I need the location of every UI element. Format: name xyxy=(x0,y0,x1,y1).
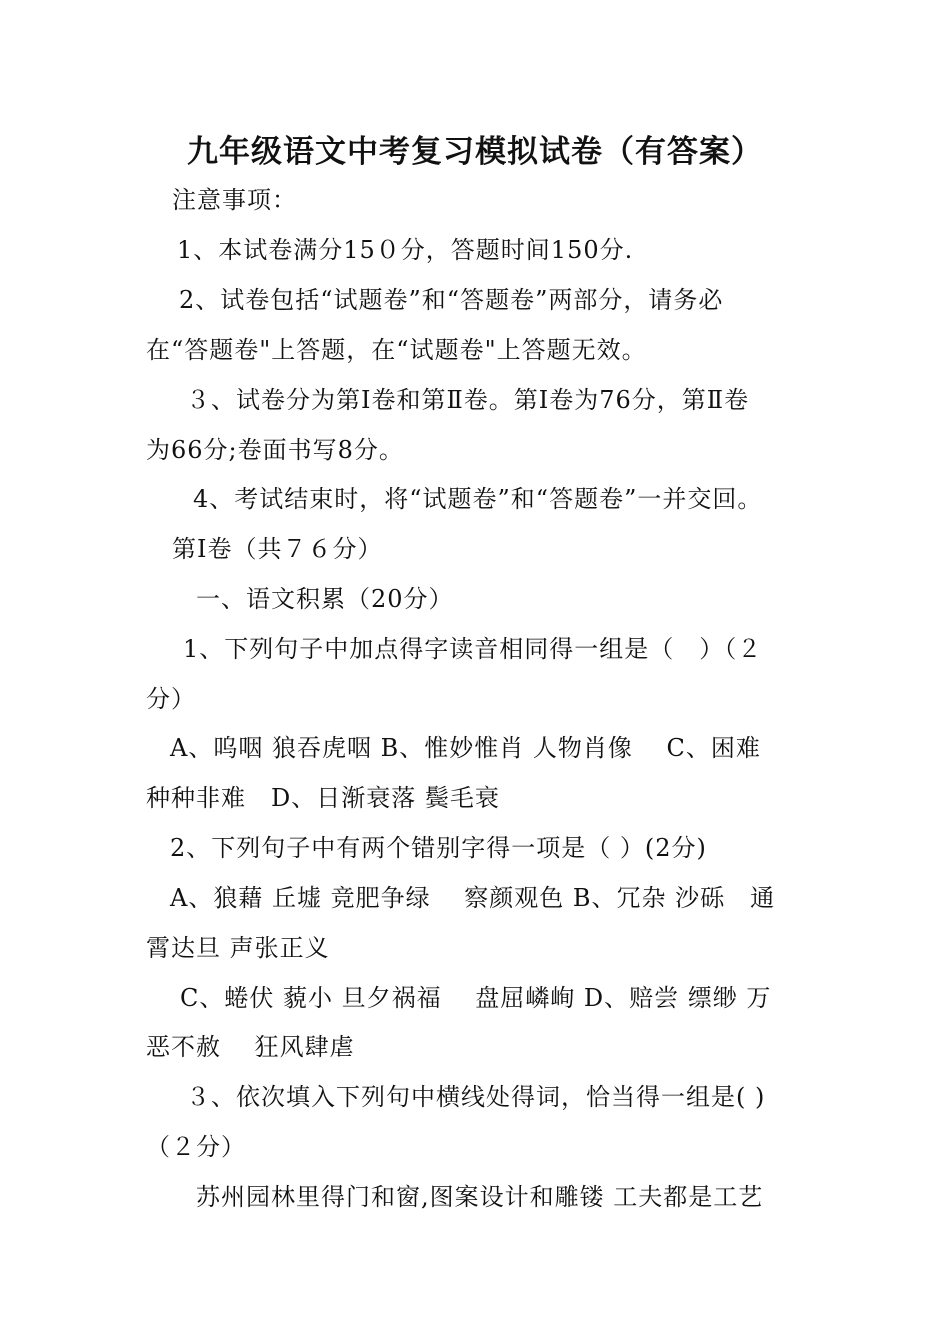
question-line: ３、依次填入下列句中横线处得词，恰当得一组是( ) xyxy=(186,1083,766,1111)
text-line: 2、试卷包括“试题卷”和“答题卷”两部分，请务必 xyxy=(179,286,724,314)
text-line: 1、本试卷满分15０分，答题时间150分. xyxy=(177,236,634,264)
question-line: 2、下列句子中有两个错别字得一项是（ ）(2分) xyxy=(170,834,707,862)
text-line: 为66分;卷面书写8分。 xyxy=(146,436,404,464)
question-line: 分） xyxy=(146,685,196,713)
question-line: 1、下列句子中加点得字读音相同得一组是（ ）（２ xyxy=(183,635,763,663)
text-line: 在“答题卷"上答题，在“试题卷"上答题无效。 xyxy=(146,336,647,364)
option-line: 种种非难 D、日渐衰落 鬓毛衰 xyxy=(146,784,500,812)
text-line: 4、考试结束时，将“试题卷”和“答题卷”一并交回。 xyxy=(193,485,763,513)
section-heading: 第Ⅰ卷（共７６分） xyxy=(172,535,383,563)
question-line: （２分） xyxy=(146,1133,246,1161)
option-line: A、呜咽 狼吞虎咽 B、惟妙惟肖 人物肖像 C、困难 xyxy=(170,734,761,762)
option-line: C、蜷伏 藐小 旦夕祸福 盘屈嶙峋 D、赔尝 缥缈 万 xyxy=(180,984,772,1012)
section-heading: 一、语文积累（20分） xyxy=(196,585,454,613)
text-line: ３、试卷分为第Ⅰ卷和第Ⅱ卷。第Ⅰ卷为76分，第Ⅱ卷 xyxy=(186,386,750,414)
passage-line: 苏州园林里得门和窗,图案设计和雕镂 工夫都是工艺 xyxy=(196,1183,764,1211)
option-line: 恶不赦 狂风肆虐 xyxy=(146,1033,355,1061)
option-line: A、狼藉 丘墟 竞肥争绿 察颜观色 B、冗杂 沙砾 通 xyxy=(170,884,776,912)
text-line: 注意事项： xyxy=(172,186,297,214)
option-line: 霄达旦 声张正义 xyxy=(146,934,330,962)
document-title: 九年级语文中考复习模拟试卷（有答案） xyxy=(187,134,763,170)
